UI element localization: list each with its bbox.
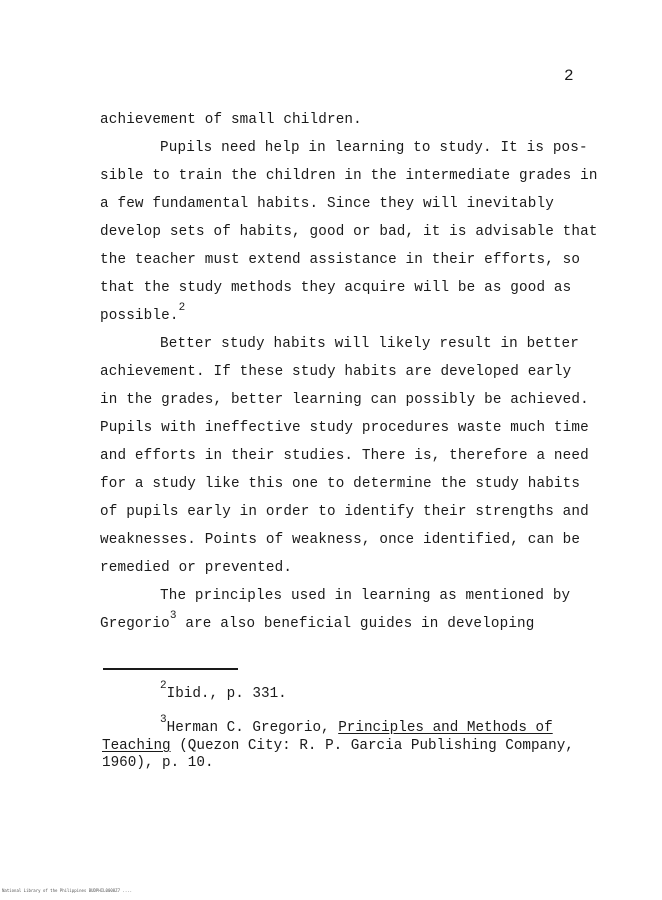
body-line-with-ref [100,610,535,632]
body-line: and efforts in their studies. There is, therefore a need [100,448,589,464]
body-line: Pupils with ineffective study procedures waste much time [100,420,589,436]
body-line: weaknesses. Points of weakness, once identified, can be [100,532,581,548]
body-line: The principles used in learning as mentioned by [160,588,571,604]
body-line: remedied or prevented. [100,560,293,576]
footnote-3-line-1 [160,714,553,736]
body-line: for a study like this one to determine the study habits [100,476,581,492]
footnote-author: Herman C. Gregorio, [166,720,339,736]
body-text: are also beneficial guides in developing [176,616,535,632]
body-line-with-ref [100,302,186,324]
body-line: of pupils early in order to identify their strengths and [100,504,589,520]
body-text: possible. [100,308,179,324]
footnote-ref-3: 3 [169,610,177,623]
page-number: 2 [564,67,574,85]
footnote-mark: 3 [160,714,167,727]
body-line: develop sets of habits, good or bad, it is advisable that [100,224,598,240]
body-line: achievement of small children. [100,112,362,128]
footnote-3-line-2 [102,738,574,754]
body-line: Better study habits will likely result in better [160,336,580,352]
body-line: achievement. If these study habits are developed early [100,364,572,380]
body-line: a few fundamental habits. Since they will inevitably [100,196,554,212]
footnote-publisher: (Quezon City: R. P. Garcia Publishing Company, [170,738,574,754]
body-line: in the grades, better learning can possibly be achieved. [100,392,589,408]
body-line: the teacher must extend assistance in their efforts, so [100,252,581,268]
body-text: Gregorio [100,616,170,632]
footer-stamp: National Library of the Philippines BUDPHIL0008Z7 .... [2,888,133,893]
footnote-mark: 2 [160,680,167,693]
footnote-title: Principles and Methods of [338,720,553,736]
footnote-ref-2: 2 [178,302,186,315]
footnote-3-line-3: 1960), p. 10. [102,755,214,771]
body-line: sible to train the children in the intermediate grades in [100,168,598,184]
footnote-2 [160,680,287,702]
body-line: Pupils need help in learning to study. It is pos- [160,140,588,156]
footnote-title: Teaching [102,738,171,754]
footnote-text: Ibid., p. 331. [166,686,287,702]
body-line: that the study methods they acquire will be as good as [100,280,572,296]
footnote-separator [103,668,238,670]
